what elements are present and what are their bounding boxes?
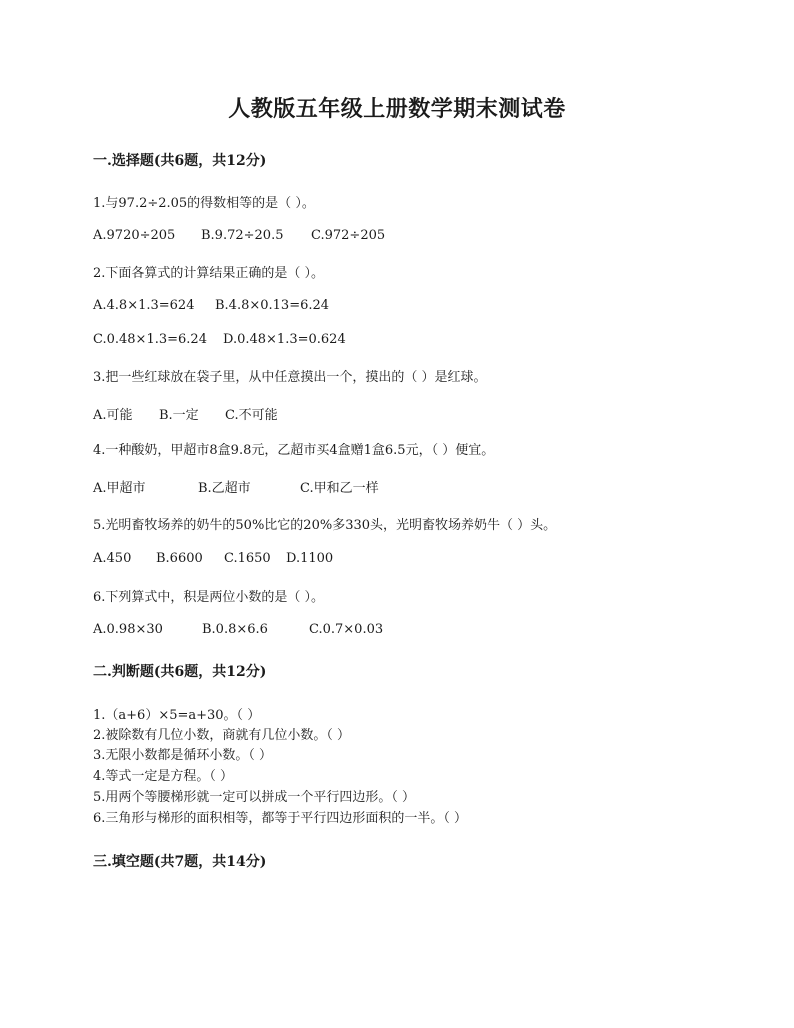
option-a: A.450 (93, 551, 132, 566)
judgement-item-4: 4.等式一定是方程。（ ） (93, 769, 234, 784)
question-4: 4.一种酸奶，甲超市8盒9.8元，乙超市买4盒赠1盒6.5元，（ ）便宜。 (93, 443, 495, 458)
question-6-options (93, 622, 383, 637)
question-2: 2.下面各算式的计算结果正确的是（ ）。 (93, 266, 325, 281)
question-1: 1.与97.2÷2.05的得数相等的是（ ）。 (93, 196, 315, 211)
option-b: B.0.8×6.6 (202, 622, 268, 637)
section-heading-choice: 一.选择题(共6题，共12分) (93, 153, 267, 169)
judgement-item-3: 3.无限小数都是循环小数。（ ） (93, 748, 273, 763)
option-c: C.1650 (224, 551, 271, 566)
option-b: B.6600 (156, 551, 203, 566)
question-5: 5.光明畜牧场养的奶牛的50%比它的20%多330头，光明畜牧场养奶牛（ ）头。 (93, 518, 557, 533)
page-title: 人教版五年级上册数学期末测试卷 (228, 96, 566, 122)
question-3-options (93, 404, 278, 423)
option-a: A.0.98×30 (93, 622, 163, 637)
option-c: C.不可能 (225, 408, 278, 423)
question-2-options-row1 (93, 298, 329, 313)
option-d: D.1100 (286, 551, 334, 566)
option-c: C.0.7×0.03 (309, 622, 384, 637)
option-b: B.乙超市 (198, 481, 251, 496)
section-heading-judgement: 二.判断题(共6题，共12分) (93, 664, 267, 680)
judgement-item-1: 1.（a+6）×5=a+30。（ ） (93, 708, 261, 723)
option-a: A.甲超市 (93, 481, 146, 496)
question-6: 6.下列算式中，积是两位小数的是（ ）。 (93, 590, 325, 605)
question-4-options (93, 477, 379, 496)
question-5-options (93, 551, 333, 566)
option-d: D.0.48×1.3=0.624 (223, 332, 346, 347)
option-a: A.4.8×1.3=624 (93, 298, 195, 313)
option-c: C.0.48×1.3=6.24 (93, 332, 207, 347)
option-b: B.9.72÷20.5 (201, 228, 284, 243)
judgement-item-2: 2.被除数有几位小数，商就有几位小数。（ ） (93, 728, 351, 743)
judgement-item-6: 6.三角形与梯形的面积相等，都等于平行四边形面积的一半。（ ） (93, 811, 468, 826)
judgement-item-5: 5.用两个等腰梯形就一定可以拼成一个平行四边形。（ ） (93, 790, 416, 805)
option-b: B.4.8×0.13=6.24 (215, 298, 330, 313)
question-1-options (93, 228, 385, 243)
option-a: A.可能 (93, 408, 133, 423)
question-3: 3.把一些红球放在袋子里，从中任意摸出一个，摸出的（ ）是红球。 (93, 370, 487, 385)
option-b: B.一定 (159, 408, 199, 423)
option-c: C.甲和乙一样 (300, 481, 379, 496)
section-heading-fill-in: 三.填空题(共7题，共14分) (93, 854, 267, 870)
question-2-options-row2 (93, 332, 346, 347)
option-a: A.9720÷205 (93, 228, 176, 243)
option-c: C.972÷205 (311, 228, 386, 243)
